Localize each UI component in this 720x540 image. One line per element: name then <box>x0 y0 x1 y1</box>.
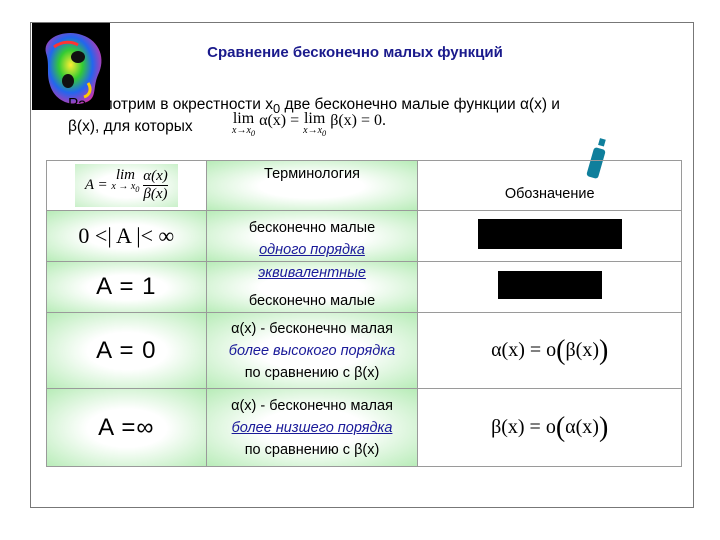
notation-cell <box>418 262 682 313</box>
condition-cell: A = 1 <box>47 262 207 313</box>
limit-operator-beta: lim $x\to x_0$ <box>303 110 327 138</box>
notation-formula: α(x) = o(β(x)) <box>491 334 609 366</box>
notation-cell <box>418 313 682 389</box>
condition-cell: 0 <| A |< ∞ <box>47 211 207 262</box>
table-row <box>47 262 682 313</box>
slide-title: Сравнение бесконечно малых функций <box>207 44 503 61</box>
intro-line-2: β(x), для которых <box>68 118 193 135</box>
limit-expression: lim $x\to x_0$ α(x) = lim $x\to x_0$ β(x) = 0. <box>232 110 387 138</box>
header-terminology-cell: Терминология <box>206 161 418 211</box>
terminology-cell: эквивалентные бесконечно малые <box>206 262 418 313</box>
condition-cell: A = 0 <box>47 313 207 389</box>
notation-cell <box>418 211 682 262</box>
terminology-cell: бесконечно малые одного порядка <box>206 211 418 262</box>
condition-cell: A =∞ <box>47 389 207 467</box>
notation-cell <box>418 389 682 467</box>
table-row <box>47 211 682 262</box>
notation-formula: β(x) = o(α(x)) <box>491 411 609 443</box>
notation-redacted <box>478 219 622 249</box>
header-notation-cell: Обозначение <box>418 161 682 211</box>
header-definition-cell <box>47 161 207 211</box>
limit-operator-alpha: lim $x\to x_0$ <box>232 110 256 138</box>
table-header-row <box>47 161 682 211</box>
table-row <box>47 313 682 389</box>
intro-line-1: Рассмотрим в окрестности $x_0$ две бесконечно малые функции α(x) и <box>68 96 560 117</box>
terminology-cell: α(x) - бесконечно малая более высокого порядка по сравнению с β(x) <box>206 313 418 389</box>
table-row <box>47 389 682 467</box>
notation-redacted <box>498 271 602 299</box>
definition-formula: A = lim $x \to x_0$ $\frac{\alpha(x)}{\beta(x)}$ <box>75 164 178 207</box>
terminology-cell: α(x) - бесконечно малая более низшего порядка по сравнению с β(x) <box>206 389 418 467</box>
comparison-table <box>46 160 682 467</box>
